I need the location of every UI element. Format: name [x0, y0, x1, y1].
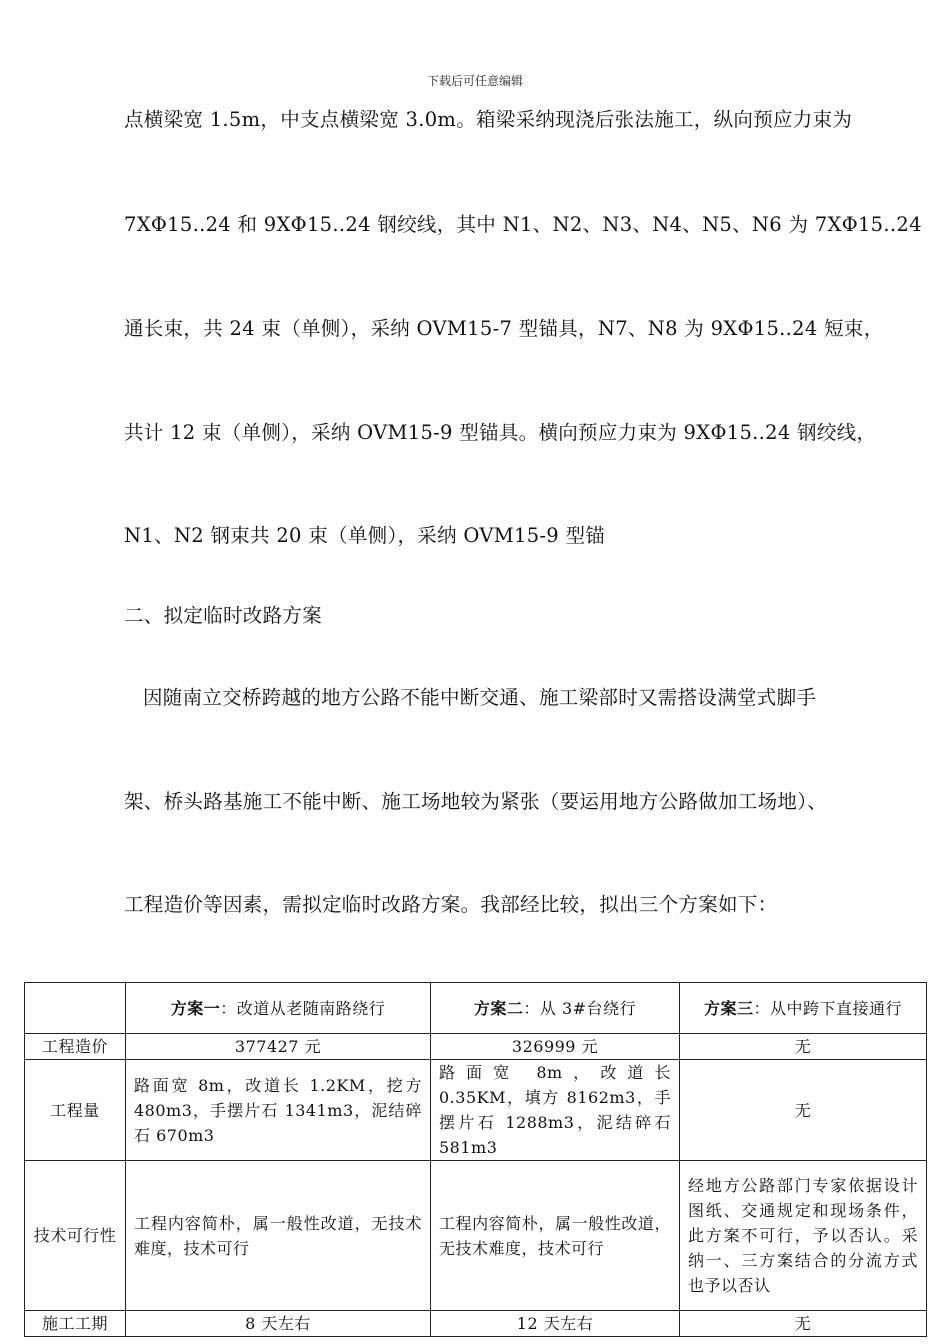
paragraph-line: 架、桥头路基施工不能中断、施工场地较为紧张（要运用地方公路做加工场地）、 [124, 790, 828, 813]
paragraph-line: 通长束，共 24 束（单侧），采纳 OVM15-7 型锚具，N7、N8 为 9XΦ15..24 短束， [124, 317, 884, 340]
plan-3-desc: ：从中跨下直接通行 [753, 998, 903, 1018]
table-row [25, 1060, 927, 1161]
row-label: 工程造价 [25, 1034, 126, 1060]
cell-plan-2: 12 天左右 [431, 1311, 680, 1337]
cell-plan-3: 无 [680, 1034, 927, 1060]
row-label: 技术可行性 [25, 1161, 126, 1311]
cell-plan-1: 8 天左右 [126, 1311, 431, 1337]
paragraph-line: 共计 12 束（单侧），采纳 OVM15-9 型锚具。横向预应力束为 9XΦ15..24 钢绞线， [124, 421, 877, 444]
cell-plan-2: 工程内容简朴，属一般性改道，无技术难度，技术可行 [431, 1161, 680, 1311]
table-header-plan-2 [431, 983, 680, 1034]
table-header-row [25, 983, 927, 1034]
paragraph-line: 因随南立交桥跨越的地方公路不能中断交通、施工梁部时又需搭设满堂式脚手 [143, 686, 817, 709]
section-heading: 二、拟定临时改路方案 [124, 604, 323, 627]
cell-plan-3: 经地方公路部门专家依据设计图纸、交通规定和现场条件，此方案不可行，予以否认。采纳一、三方案结合的分流方式也予以否认 [680, 1161, 927, 1311]
paragraph-line: 点横梁宽 1.5m，中支点横梁宽 3.0m。箱梁采纳现浇后张法施工，纵向预应力束为 [124, 108, 853, 131]
plan-1-desc: ：改道从老随南路绕行 [220, 998, 386, 1018]
header-note: 下载后可任意编辑 [426, 74, 523, 88]
plan-2-desc: ：从 3#台绕行 [523, 998, 637, 1018]
table-header-plan-1 [126, 983, 431, 1034]
plan-3-label: 方案三 [703, 998, 754, 1018]
plan-2-label: 方案二 [473, 998, 524, 1018]
cell-plan-2: 326999 元 [431, 1034, 680, 1060]
cell-plan-3: 无 [680, 1060, 927, 1161]
table-row [25, 1161, 927, 1311]
cell-plan-2: 路面宽 8m，改道长 0.35KM，填方 8162m3，手摆片石 1288m3，泥结碎石 581m3 [431, 1060, 680, 1161]
table-row [25, 1034, 927, 1060]
cell-plan-1: 377427 元 [126, 1034, 431, 1060]
paragraph-line: 7XΦ15..24 和 9XΦ15..24 钢绞线，其中 N1、N2、N3、N4、N5、N6 为 7XΦ15..24 [124, 213, 922, 236]
paragraph-line: N1、N2 钢束共 20 束（单侧），采纳 OVM15-9 型锚 [124, 524, 606, 547]
cell-plan-1: 工程内容简朴，属一般性改道，无技术难度，技术可行 [126, 1161, 431, 1311]
cell-plan-1: 路面宽 8m，改道长 1.2KM，挖方 480m3，手摆片石 1341m3，泥结碎石 670m3 [126, 1060, 431, 1161]
table-header-empty [25, 983, 126, 1034]
plan-comparison-table [24, 982, 927, 1337]
table-row [25, 1311, 927, 1337]
row-label: 施工工期 [25, 1311, 126, 1337]
cell-plan-3: 无 [680, 1311, 927, 1337]
table-header-plan-3 [680, 983, 927, 1034]
plan-1-label: 方案一 [170, 998, 221, 1018]
row-label: 工程量 [25, 1060, 126, 1161]
paragraph-line: 工程造价等因素，需拟定临时改路方案。我部经比较，拟出三个方案如下： [124, 893, 778, 916]
